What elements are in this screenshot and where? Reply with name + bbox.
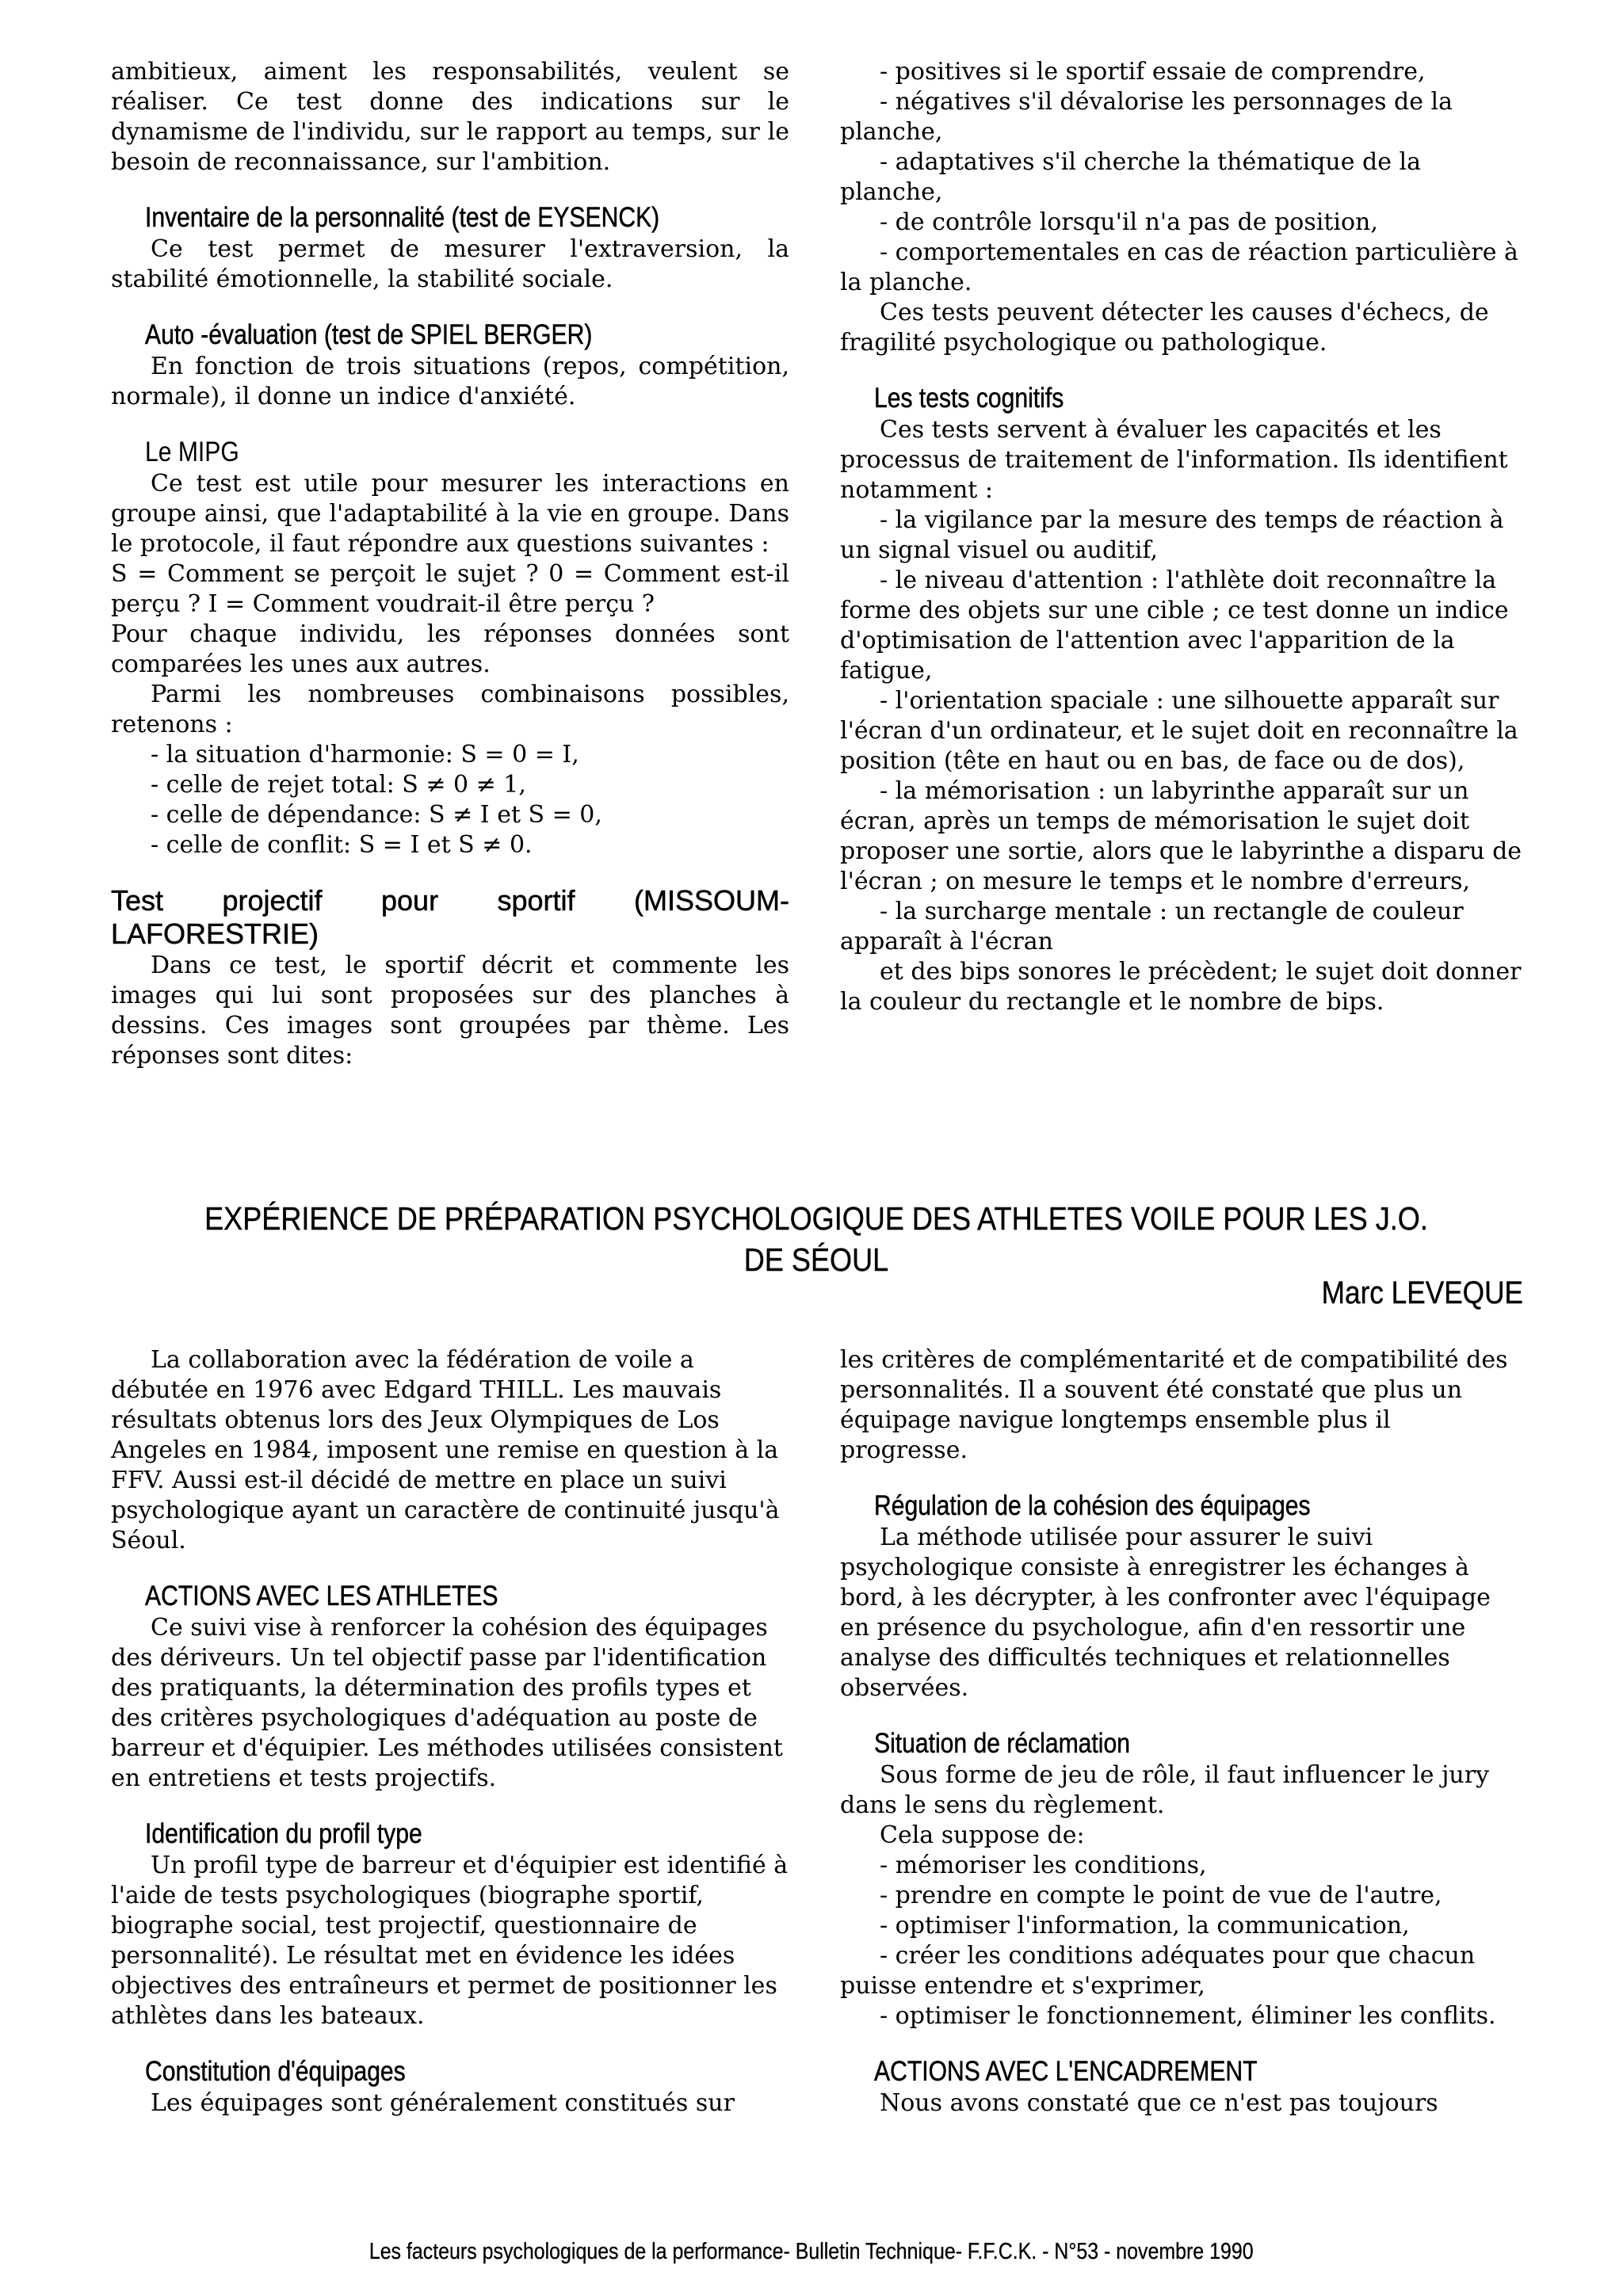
article-intro: La collaboration avec la fédération de voile a débutée en 1976 avec Edgard THILL. Les mauvais résultats obtenus lors des Jeux Olympiques de Los Angeles en 1984, imposent une remise en question à la FFV. Aussi est-il décidé de mettre en place un suivi psychologique ayant un caractère de continuité jusqu'à Séoul. — [111, 1346, 780, 1554]
projectif-heading-line2: LAFORESTRIE) — [111, 917, 319, 950]
article-author: Marc LEVEQUE — [1321, 1276, 1523, 1310]
spiel-text: En fonction de trois situations (repos, compétition, normale), il donne un indice d'anxiété. — [111, 353, 789, 410]
mipg-list-item: - celle de rejet total: S ≠ 0 ≠ 1, — [151, 771, 526, 799]
constitution-text: Les équipages sont généralement constitués sur — [151, 2089, 735, 2117]
bottom-right-column — [840, 1345, 1523, 2119]
constitution-heading: Constitution d'équipages — [145, 2056, 406, 2087]
mipg-paragraph-2: S = Comment se perçoit le sujet ? 0 = Comment est-il perçu ? I = Comment voudrait-il être perçu ? — [111, 560, 789, 618]
mipg-paragraph-4: Parmi les nombreuses combinaisons possibles, retenons : — [111, 681, 789, 738]
page-footer — [0, 2239, 1623, 2265]
cognitifs-intro: Ces tests servent à évaluer les capacités et les processus de traitement de l'information. Ils identifient notamment : — [840, 416, 1508, 504]
footer-text: Les facteurs psychologiques de la performance- Bulletin Technique- F.F.C.K. - N°53 - novembre 1990 — [369, 2239, 1254, 2264]
actions-athletes-heading: ACTIONS AVEC LES ATHLETES — [145, 1581, 498, 1611]
cognitifs-heading: Les tests cognitifs — [874, 383, 1064, 414]
spiel-heading: Auto -évaluation (test de SPIEL BERGER) — [145, 319, 593, 350]
top-left-column — [111, 57, 789, 1071]
cognitifs-list-item: - l'orientation spaciale : une silhouette apparaît sur l'écran d'un ordinateur, et le sujet doit en reconnaître la position (tête en haut ou en bas, de face ou de dos), — [840, 687, 1518, 775]
cognitifs-end: et des bips sonores le précèdent; le sujet doit donner la couleur du rectangle et le nombre de bips. — [840, 958, 1522, 1016]
mipg-list-item: - celle de conflit: S = I et S ≠ 0. — [151, 831, 533, 859]
eysenck-heading: Inventaire de la personnalité (test de EYSENCK) — [145, 202, 660, 233]
reclamation-list-item: - prendre en compte le point de vue de l'autre, — [880, 1882, 1442, 1909]
profil-text: Un profil type de barreur et d'équipier est identifié à l'aide de tests psychologiques (biographe sportif, biographe social, test projectif, questionnaire de personnalité). Le résultat met en évidence les idées objectives des entraîneurs et permet de positionner les athlètes dans les bateaux. — [111, 1852, 789, 2030]
eysenck-text: Ce test permet de mesurer l'extraversion, la stabilité émotionnelle, la stabilité sociale. — [111, 235, 789, 293]
encadrement-text: Nous avons constaté que ce n'est pas toujours — [880, 2089, 1438, 2117]
regulation-heading: Régulation de la cohésion des équipages — [874, 1490, 1311, 1521]
article-title-line2: DE SÉOUL — [743, 1241, 889, 1278]
bottom-left-column — [111, 1345, 789, 2119]
projectif-heading-line1: Test projectif pour sportif (MISSOUM- — [111, 884, 789, 917]
cognitifs-list-item: - la vigilance par la mesure des temps de réaction à un signal visuel ou auditif, — [840, 506, 1504, 564]
response-list-item: - comportementales en cas de réaction particulière à la planche. — [840, 238, 1518, 296]
reclamation-list-item: - optimiser le fonctionnement, éliminer les conflits. — [880, 2002, 1496, 2030]
actions-athletes-text: Ce suivi vise à renforcer la cohésion des équipages des dériveurs. Un tel objectif passe par l'identification des pratiquants, la détermination des profils types et des critères psychologiques d'adéquation au poste de barreur et d'équipier. Les méthodes utilisées consistent en entretiens et tests projectifs. — [111, 1614, 783, 1792]
top-right-column — [840, 57, 1523, 1017]
complementarite-text: les critères de complémentarité et de compatibilité des personnalités. Il a souvent été constaté que plus un équipage navigue longtemps ensemble plus il progresse. — [840, 1346, 1508, 1464]
reclamation-list-item: - optimiser l'information, la communication, — [880, 1912, 1410, 1939]
response-list-item: - positives si le sportif essaie de comprendre, — [880, 58, 1426, 86]
reclamation-heading: Situation de réclamation — [874, 1728, 1130, 1759]
reclamation-list-item: - créer les conditions adéquates pour que chacun puisse entendre et s'exprimer, — [840, 1942, 1476, 2000]
regulation-text: La méthode utilisée pour assurer le suivi psychologique consiste à enregistrer les échanges à bord, à les décrypter, à les confronter avec l'équipage en présence du psychologue, afin d'en ressortir une analyse des difficultés techniques et relationnelles observées. — [840, 1524, 1491, 1702]
response-list-item: - négatives s'il dévalorise les personnages de la planche, — [840, 88, 1453, 146]
tests-conclusion: Ces tests peuvent détecter les causes d'échecs, de fragilité psychologique ou pathologique. — [840, 299, 1489, 357]
reclamation-list-item: - mémoriser les conditions, — [880, 1852, 1207, 1879]
mipg-list-item: - celle de dépendance: S ≠ I et S = 0, — [151, 801, 602, 829]
projectif-text: Dans ce test, le sportif décrit et commente les images qui lui sont proposées sur des planches à dessins. Ces images sont groupées par thème. Les réponses sont dites: — [111, 952, 789, 1070]
reclamation-intro: Cela suppose de: — [880, 1821, 1085, 1849]
mipg-paragraph-1: Ce test est utile pour mesurer les interactions en groupe ainsi, que l'adaptabilité à la vie en groupe. Dans le protocole, il faut répondre aux questions suivantes : — [111, 470, 789, 558]
article-title-line1: EXPÉRIENCE DE PRÉPARATION PSYCHOLOGIQUE DES ATHLETES VOILE POUR LES J.O. — [204, 1200, 1428, 1237]
article-title — [111, 1198, 1522, 1280]
response-list-item: - de contrôle lorsqu'il n'a pas de position, — [880, 208, 1378, 236]
mipg-heading: Le MIPG — [145, 437, 239, 467]
cognitifs-list-item: - le niveau d'attention : l'athlète doit reconnaître la forme des objets sur une cible ; ce test donne un indice d'optimisation de l'attention avec l'apparition de la fatigue, — [840, 566, 1509, 685]
response-list-item: - adaptatives s'il cherche la thématique de la planche, — [840, 148, 1421, 206]
cognitifs-list-item: - la surcharge mentale : un rectangle de couleur apparaît à l'écran — [840, 898, 1464, 955]
reclamation-text: Sous forme de jeu de rôle, il faut influencer le jury dans le sens du règlement. — [840, 1761, 1490, 1819]
profil-heading: Identification du profil type — [145, 1818, 422, 1849]
encadrement-heading: ACTIONS AVEC L'ENCADREMENT — [874, 2056, 1258, 2087]
intro-paragraph: ambitieux, aiment les responsabilités, veulent se réaliser. Ce test donne des indications sur le dynamisme de l'individu, sur le rapport au temps, sur le besoin de reconnaissance, sur l'ambition. — [111, 58, 789, 176]
cognitifs-list-item: - la mémorisation : un labyrinthe apparaît sur un écran, après un temps de mémorisation le sujet doit proposer une sortie, alors que le labyrinthe a disparu de l'écran ; on mesure le temps et le nombre d'erreurs, — [840, 777, 1522, 895]
mipg-list-item: - la situation d'harmonie: S = 0 = I, — [151, 741, 579, 769]
mipg-paragraph-3: Pour chaque individu, les réponses données sont comparées les unes aux autres. — [111, 620, 789, 678]
